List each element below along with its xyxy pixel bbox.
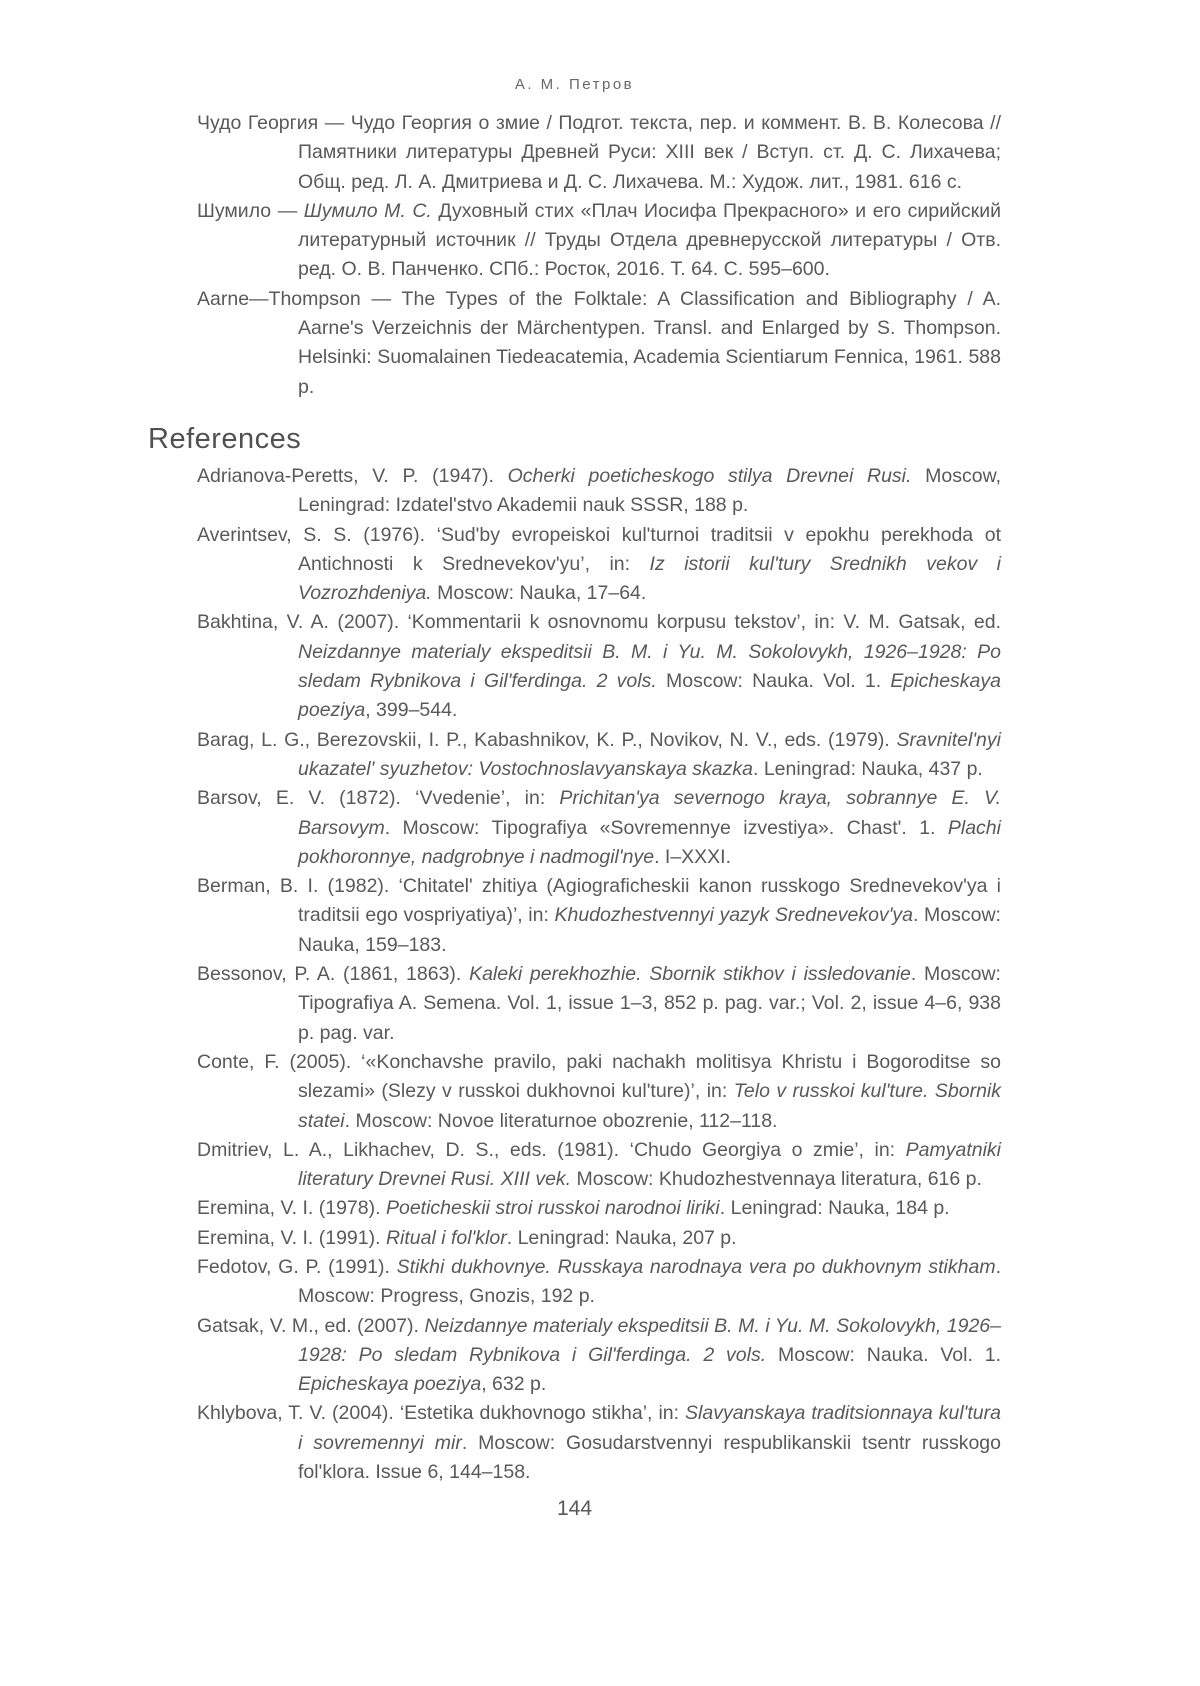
entry-segment: Moscow: Nauka, 17–64. xyxy=(431,582,647,605)
entry-segment: . Moscow: Gosudarstvennyi respublikanskii tsentr russkogo fol'klora. Issue 6, 144–158. xyxy=(298,1431,1001,1484)
entry-segment: . Leningrad: Nauka, 184 p. xyxy=(719,1197,950,1220)
entry-segment: Шумило — xyxy=(197,199,304,222)
entry-segment-italic: Plachi pokhoronnye, nadgrobnye i nadmogil'nye xyxy=(298,816,1001,868)
entry-segment: Barag, L. G., Berezovskii, I. P., Kabashnikov, K. P., Novikov, N. V., eds. (1979). xyxy=(197,728,897,751)
entry-segment: Barsov, E. V. (1872). ‘Vvedenie’, in: xyxy=(197,787,560,810)
entry-segment: Moscow: Nauka. Vol. 1. xyxy=(656,670,891,693)
entry-segment: Духовный стих «Плач Иосифа Прекрасного» и его сирийский литературный источник // Труды Отдела древнерусской литературы / Отв. ред. О. В. Панченко. СПб.: Росток, 2016. Т. 64. С. 595–600. xyxy=(298,199,1001,281)
entry-segment: Eremina, V. I. (1978). xyxy=(197,1197,386,1220)
reference-entry xyxy=(197,1048,1001,1136)
bibliography-list xyxy=(197,109,1001,402)
entry-segment-italic: Шумило М. С. xyxy=(303,199,432,222)
entry-segment-italic: Neizdannye materialy ekspeditsii B. M. i Yu. M. Sokolovykh, 1926–1928: Po sledam Rybnikova i Gil'ferdinga. 2 vols. xyxy=(298,1314,1001,1366)
reference-entry xyxy=(197,872,1001,960)
bibliography-entry xyxy=(197,285,1001,402)
reference-entry xyxy=(197,726,1001,785)
entry-segment: Adrianova-Peretts, V. P. (1947). xyxy=(197,464,508,487)
entry-segment: Bessonov, P. A. (1861, 1863). xyxy=(197,963,470,986)
entry-segment: , 399–544. xyxy=(365,699,458,722)
entry-segment-italic: Slavyanskaya traditsionnaya kul'tura i sovremennyi mir xyxy=(298,1402,1001,1454)
entry-segment: Gatsak, V. M., ed. (2007). xyxy=(197,1314,425,1337)
reference-entry xyxy=(197,462,1001,521)
entry-segment: Eremina, V. I. (1991). xyxy=(197,1226,386,1249)
references-list xyxy=(197,462,1001,1487)
entry-segment-italic: Epicheskaya poeziya xyxy=(298,1373,482,1396)
entry-segment-italic: Khudozhestvennyi yazyk Srednevekov'ya xyxy=(554,904,914,927)
reference-entry xyxy=(197,960,1001,1048)
entry-segment: Dmitriev, L. A., Likhachev, D. S., eds. (1981). ‘Chudo Georgiya o zmie’, in: xyxy=(197,1138,906,1161)
entry-segment-italic: Poeticheskii stroi russkoi narodnoi liriki xyxy=(385,1197,720,1220)
reference-entry xyxy=(197,784,1001,872)
reference-entry xyxy=(197,1253,1001,1312)
entry-segment: Чудо Георгия — Чудо Георгия о змие / Подгот. текста, пер. и коммент. В. В. Колесова // Памятники литературы Древней Руси: XIII век / Вступ. ст. Д. С. Лихачева; Общ. ред. Л. А. Дмитриева и Д. С. Лихачева. М.: Худож. лит., 1981. 616 с. xyxy=(197,112,1001,193)
entry-segment: Averintsev, S. S. (1976). ‘Sud'by evropeiskoi kul'turnoi traditsii v epokhu perekhoda ot Antichnosti k Srednevekov'yu’, in: xyxy=(197,523,1001,575)
entry-segment-italic: Ocherki poeticheskogo stilya Drevnei Rusi. xyxy=(507,464,912,487)
reference-entry xyxy=(197,521,1001,609)
entry-segment: Aarne—Thompson — The Types of the Folktale: A Classification and Bibliography / A. Aarne's Verzeichnis der Märchentypen. Transl. and Enlarged by S. Thompson. Helsinki: Suomalainen Tiedeacatemia, Academia Scientiarum Fennica, 1961. 588 p. xyxy=(197,287,1001,398)
page-content xyxy=(148,0,1001,1487)
entry-segment: Fedotov, G. P. (1991). xyxy=(197,1255,397,1278)
entry-segment-italic: Pamyatniki literatury Drevnei Rusi. XIII vek. xyxy=(298,1138,1001,1191)
bibliography-entry xyxy=(197,197,1001,285)
entry-segment: Moscow: Nauka. Vol. 1. xyxy=(766,1343,1001,1366)
reference-entry xyxy=(197,1194,1001,1223)
entry-segment: . Moscow: Tipografiya A. Semena. Vol. 1, issue 1–3, 852 p. pag. var.; Vol. 2, issue 4–6, 938 p. pag. var. xyxy=(298,963,1001,1044)
reference-entry xyxy=(197,1312,1001,1400)
entry-segment: . I–XXXI. xyxy=(654,845,732,868)
entry-segment-italic: Iz istorii kul'tury Srednikh vekov i Vozrozhdeniya. xyxy=(298,552,1002,605)
references-heading: References xyxy=(148,422,302,455)
entry-segment: Moscow: Khudozhestvennaya literatura, 616 p. xyxy=(571,1168,982,1191)
entry-segment: , 632 p. xyxy=(481,1373,547,1396)
entry-segment: . Leningrad: Nauka, 207 p. xyxy=(506,1226,737,1249)
bibliography-entry xyxy=(197,109,1001,197)
entry-segment: . Moscow: Progress, Gnozis, 192 p. xyxy=(298,1255,1001,1308)
entry-segment: . Leningrad: Nauka, 437 p. xyxy=(753,757,983,780)
reference-entry xyxy=(197,1399,1001,1487)
entry-segment-italic: Stikhi dukhovnye. Russkaya narodnaya vera po dukhovnym stikham xyxy=(396,1255,996,1278)
entry-segment-italic: Prichitan'ya severnogo kraya, sobrannye E. V. Barsovym xyxy=(298,787,1001,839)
reference-entry xyxy=(197,1136,1001,1195)
entry-segment: Moscow, Leningrad: Izdatel'stvo Akademii nauk SSSR, 188 p. xyxy=(298,464,1001,517)
entry-segment: . Moscow: Nauka, 159–183. xyxy=(298,904,1001,956)
entry-segment: Conte, F. (2005). ‘«Konchavshe pravilo, paki nachakh molitisya Khristu i Bogoroditse so slezami» (Slezy v russkoi dukhovnoi kul'ture)’, in: xyxy=(197,1050,1001,1103)
entry-segment-italic: Telo v russkoi kul'ture. Sbornik statei xyxy=(298,1080,1001,1132)
entry-segment: Berman, B. I. (1982). ‘Chitatel' zhitiya (Agiograficheskii kanon russkogo Srednevekov'ya i traditsii ego vospriyatiya)’, in: xyxy=(197,875,1001,927)
entry-segment: Khlybova, T. V. (2004). ‘Estetika dukhovnogo stikha’, in: xyxy=(197,1402,686,1425)
entry-segment-italic: Epicheskaya poeziya xyxy=(298,670,1001,722)
reference-entry xyxy=(197,1224,1001,1253)
entry-segment: . Moscow: Novoe literaturnoe obozrenie, 112–118. xyxy=(344,1109,778,1132)
entry-segment: Bakhtina, V. A. (2007). ‘Kommentarii k osnovnomu korpusu tekstov’, in: V. M. Gatsak, ed. xyxy=(197,611,1001,634)
entry-segment-italic: Kaleki perekhozhie. Sbornik stikhov i issledovanie xyxy=(469,963,911,986)
entry-segment-italic: Ritual i fol'klor xyxy=(385,1226,507,1249)
entry-segment-italic: Neizdannye materialy ekspeditsii B. M. i Yu. M. Sokolovykh, 1926–1928: Po sledam Rybnikova i Gil'ferdinga. 2 vols. xyxy=(298,640,1001,693)
running-header: А. М. Петров xyxy=(514,76,635,93)
entry-segment: . Moscow: Tipografiya «Sovremennye izvestiya». Chast'. 1. xyxy=(384,816,948,839)
page-number: 144 xyxy=(556,1497,593,1520)
reference-entry xyxy=(197,608,1001,725)
entry-segment-italic: Sravnitel'nyi ukazatel' syuzhetov: Vostochnoslavyanskaya skazka xyxy=(298,728,1001,780)
